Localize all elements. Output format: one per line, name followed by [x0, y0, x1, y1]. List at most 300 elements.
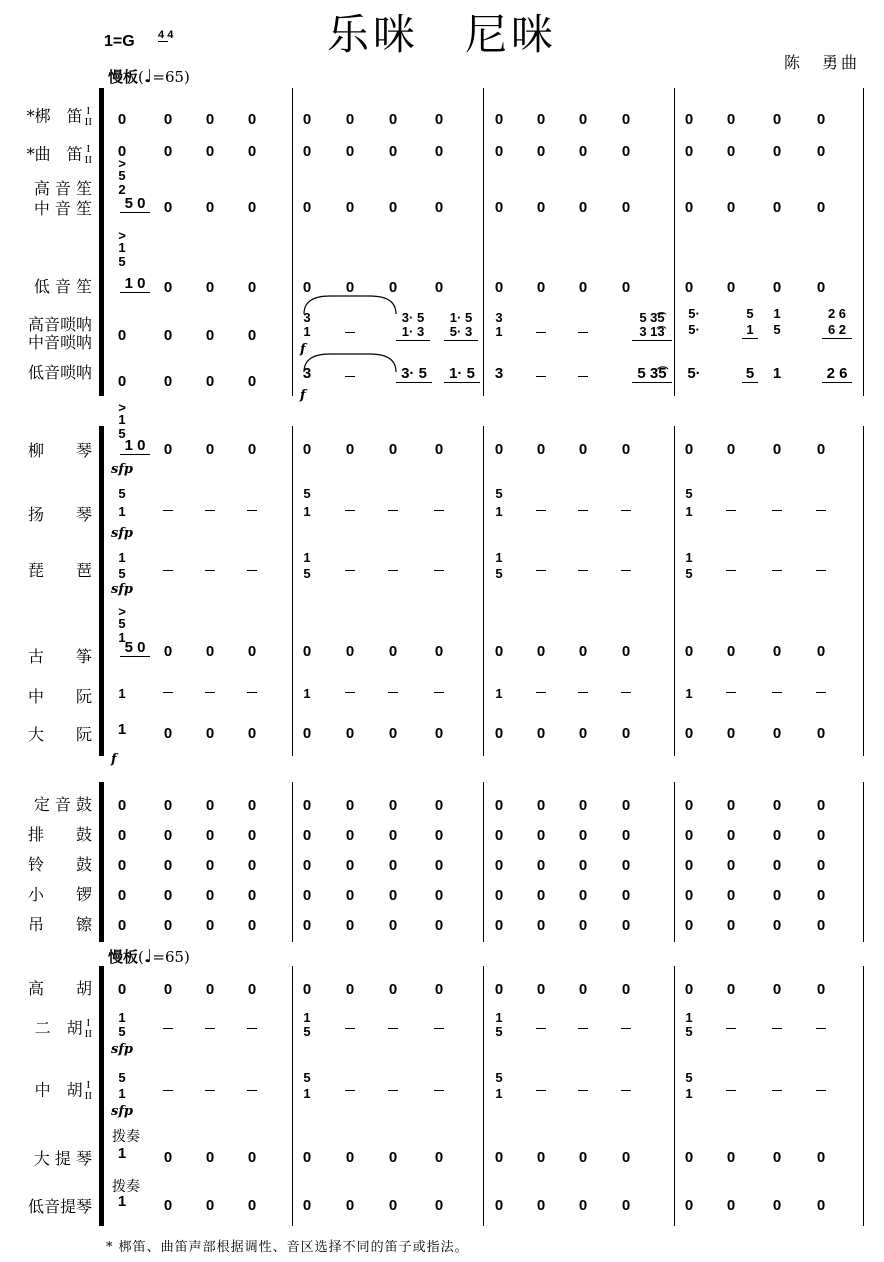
dynamic-sfp-yangqin: sfp: [111, 526, 134, 541]
dingyingu-zero: 0: [247, 797, 257, 814]
sheng-low-zero: 0: [684, 279, 694, 296]
xiaoluo-zero: 0: [726, 887, 736, 904]
suona-high-note: 1: [773, 306, 781, 321]
zhonghu-hold: [205, 1090, 215, 1091]
zhonghu-tremolo-note: 5: [495, 1070, 503, 1085]
suona-high-note: 3: [303, 310, 311, 325]
suona-figure: 3 1͡3: [632, 324, 672, 341]
liuqin-zero: 0: [816, 441, 826, 458]
barline: [674, 966, 675, 1226]
yangqin-hold: [247, 510, 257, 511]
bangdi-zero: 0: [302, 111, 312, 128]
bangdi-zero: 0: [578, 111, 588, 128]
sheng-low-zero: 0: [816, 279, 826, 296]
sheng-low-zero: 0: [434, 279, 444, 296]
diaocha-zero: 0: [388, 917, 398, 934]
diyintiqin-zero: 0: [247, 1197, 257, 1214]
dingyingu-zero: 0: [345, 797, 355, 814]
erhu-tremolo-note: 1: [118, 1010, 126, 1025]
sheng-high-zero: 0: [621, 199, 631, 216]
disuona-note: 5: [742, 366, 758, 383]
gaohu-zero: 0: [621, 981, 631, 998]
zhonghu-hold: [163, 1090, 173, 1091]
slur-disuona: [300, 350, 400, 374]
sheng-low-first: 1 0: [120, 276, 150, 293]
erhu-hold: [578, 1028, 588, 1029]
zhongruan-tremolo-note: 1: [303, 686, 311, 701]
diyintiqin-zero: 0: [388, 1197, 398, 1214]
pipa-hold: [816, 570, 826, 571]
liuqin-zero: 0: [345, 441, 355, 458]
paigu-zero: 0: [536, 827, 546, 844]
liuqin-zero: 0: [247, 441, 257, 458]
time-top: 4: [158, 29, 165, 41]
yangqin-hold: [772, 510, 782, 511]
diaocha-zero: 0: [536, 917, 546, 934]
guzheng-zero: 0: [816, 643, 826, 660]
tempo-marking-strings: [108, 946, 190, 967]
daruan-zero: 0: [726, 725, 736, 742]
pipa-hold: [388, 570, 398, 571]
disuona-note: 1: [772, 365, 782, 382]
guzheng-zero: 0: [247, 643, 257, 660]
yangqin-tremolo-note: 5: [685, 486, 693, 501]
suona-mid-note: 1: [303, 324, 311, 339]
page-title: 乐咪 尼咪: [326, 10, 557, 59]
sheng-high-zero: 0: [816, 199, 826, 216]
erhu-hold: [536, 1028, 546, 1029]
sheng-high-zero: 0: [494, 199, 504, 216]
dynamic-f-daruan: f: [111, 752, 117, 767]
bangdi-zero: 0: [434, 111, 444, 128]
instrument-qudi: *曲 笛 I II: [26, 143, 92, 166]
yangqin-tremolo-note: 5: [303, 486, 311, 501]
suona-zero: 0: [247, 373, 257, 390]
disuona-hold: [536, 376, 546, 377]
erhu-hold: [247, 1028, 257, 1029]
zhonghu-hold: [388, 1090, 398, 1091]
daruan-zero: 0: [578, 725, 588, 742]
barline: [863, 966, 864, 1226]
erhu-tremolo-note: 1: [685, 1010, 693, 1025]
zhonghu-hold: [816, 1090, 826, 1091]
dingyingu-zero: 0: [205, 797, 215, 814]
linggu-zero: 0: [494, 857, 504, 874]
diaocha-zero: 0: [772, 917, 782, 934]
diyintiqin-zero: 0: [163, 1197, 173, 1214]
tempo-value-strings: =65): [152, 948, 190, 966]
pipa-tremolo-note: 5: [495, 566, 503, 581]
daruan-zero: 0: [388, 725, 398, 742]
barline: [102, 426, 104, 756]
datiqin-zero: 0: [772, 1149, 782, 1166]
dynamic-sfp-erhu: sfp: [111, 1042, 134, 1057]
daruan-zero: 0: [302, 725, 312, 742]
datiqin-zero: 0: [494, 1149, 504, 1166]
diyintiqin-zero: 0: [302, 1197, 312, 1214]
disuona-figure: 1· 5: [444, 366, 480, 383]
sheng-low-stack: 5: [118, 254, 126, 269]
diaocha-zero: 0: [247, 917, 257, 934]
pipa-hold: [345, 570, 355, 571]
instrument-zhonghu: 中 胡 I II: [34, 1079, 92, 1102]
gaohu-zero: 0: [247, 981, 257, 998]
qudi-zero: 0: [578, 143, 588, 160]
dynamic-f-disuona: f: [300, 388, 306, 403]
guzheng-zero: 0: [345, 643, 355, 660]
gaohu-zero: 0: [684, 981, 694, 998]
bangdi-zero: 0: [163, 111, 173, 128]
sheng-low-zero: 0: [494, 279, 504, 296]
pipa-hold: [163, 570, 173, 571]
yangqin-hold: [205, 510, 215, 511]
diaocha-zero: 0: [163, 917, 173, 934]
zhongruan-hold: [621, 692, 631, 693]
linggu-zero: 0: [345, 857, 355, 874]
paigu-zero: 0: [117, 827, 127, 844]
xiaoluo-zero: 0: [117, 887, 127, 904]
zhongruan-hold: [247, 692, 257, 693]
quarter-note-icon: ♩: [143, 946, 153, 967]
diaocha-zero: 0: [684, 917, 694, 934]
sheng-high-zero: 0: [578, 199, 588, 216]
bangdi-zero: 0: [772, 111, 782, 128]
sheng-low-zero: 0: [163, 279, 173, 296]
qudi-zero: 0: [434, 143, 444, 160]
quarter-note-icon: ♩: [143, 66, 153, 87]
disuona-figure: 5 3͡5: [632, 366, 672, 383]
diaocha-zero: 0: [494, 917, 504, 934]
disuona-note: 3: [494, 365, 504, 382]
datiqin-zero: 0: [247, 1149, 257, 1166]
diyintiqin-zero: 0: [494, 1197, 504, 1214]
xiaoluo-zero: 0: [205, 887, 215, 904]
pipa-tremolo-note: 1: [118, 550, 126, 565]
pipa-tremolo-note: 5: [118, 566, 126, 581]
dynamic-sfp-pipa: sfp: [111, 582, 134, 597]
linggu-zero: 0: [536, 857, 546, 874]
diaocha-zero: 0: [117, 917, 127, 934]
dingyingu-zero: 0: [117, 797, 127, 814]
guzheng-zero: 0: [726, 643, 736, 660]
gaohu-zero: 0: [772, 981, 782, 998]
liuqin-zero: 0: [726, 441, 736, 458]
daruan-zero: 0: [494, 725, 504, 742]
bangdi-zero: 0: [388, 111, 398, 128]
suona-zero: 0: [163, 327, 173, 344]
bangdi-zero: 0: [816, 111, 826, 128]
diaocha-zero: 0: [578, 917, 588, 934]
xiaoluo-zero: 0: [494, 887, 504, 904]
sheng-high-zero: 0: [434, 199, 444, 216]
diyintiqin-zero: 0: [205, 1197, 215, 1214]
zhonghu-hold: [434, 1090, 444, 1091]
qudi-zero: 0: [247, 143, 257, 160]
liuqin-zero: 0: [302, 441, 312, 458]
dynamic-sfp-liuqin: sfp: [111, 462, 134, 477]
zhonghu-hold: [345, 1090, 355, 1091]
bangdi-zero: 0: [117, 111, 127, 128]
suona-zero: 0: [163, 373, 173, 390]
yangqin-tremolo-note: 1: [495, 504, 503, 519]
gaohu-zero: 0: [726, 981, 736, 998]
yangqin-hold: [536, 510, 546, 511]
instrument-diyin-suona: 低音唢呐: [27, 363, 92, 382]
disuona-hold: [578, 376, 588, 377]
sheng-low-zero: 0: [247, 279, 257, 296]
zhonghu-tremolo-note: 1: [118, 1086, 126, 1101]
pipa-hold: [772, 570, 782, 571]
erhu-tremolo-note: 1: [495, 1010, 503, 1025]
suona-figure: 3· 5: [401, 310, 425, 325]
zhonghu-hold: [772, 1090, 782, 1091]
guzheng-zero: 0: [621, 643, 631, 660]
sheng-low-zero: 0: [772, 279, 782, 296]
footnote: * 梆笛、曲笛声部根据调性、音区选择不同的笛子或指法。: [106, 1240, 469, 1255]
disuona-note: 5·: [687, 365, 701, 382]
gaohu-zero: 0: [163, 981, 173, 998]
liuqin-zero: 0: [434, 441, 444, 458]
qudi-zero: 0: [163, 143, 173, 160]
diyintiqin-zero: 0: [434, 1197, 444, 1214]
diyintiqin-zero: 0: [684, 1197, 694, 1214]
barline: [292, 782, 293, 942]
pipa-hold: [434, 570, 444, 571]
guzheng-zero: 0: [434, 643, 444, 660]
guzheng-stack: 5: [118, 616, 126, 631]
suona-mid-note: 1: [495, 324, 503, 339]
daruan-zero: 0: [816, 725, 826, 742]
liuqin-zero: 0: [772, 441, 782, 458]
datiqin-zero: 0: [536, 1149, 546, 1166]
xiaoluo-zero: 0: [388, 887, 398, 904]
guzheng-zero: 0: [388, 643, 398, 660]
zhonghu-tremolo-note: 5: [118, 1070, 126, 1085]
linggu-zero: 0: [247, 857, 257, 874]
gaohu-zero: 0: [302, 981, 312, 998]
instrument-gaohu: 高 胡: [27, 979, 92, 998]
daruan-zero: 0: [684, 725, 694, 742]
pipa-hold: [621, 570, 631, 571]
datiqin-zero: 0: [163, 1149, 173, 1166]
suona-high-note: 5·: [688, 306, 700, 321]
datiqin-zero: 0: [621, 1149, 631, 1166]
datiqin-first: 1: [117, 1145, 127, 1162]
yangqin-hold: [816, 510, 826, 511]
xiaoluo-zero: 0: [772, 887, 782, 904]
pipa-hold: [578, 570, 588, 571]
dingyingu-zero: 0: [494, 797, 504, 814]
time-signature: [158, 30, 173, 41]
diaocha-zero: 0: [302, 917, 312, 934]
guzheng-zero: 0: [163, 643, 173, 660]
daruan-zero: 0: [621, 725, 631, 742]
barline: [483, 782, 484, 942]
barline: [102, 782, 104, 942]
liuqin-zero: 0: [163, 441, 173, 458]
linggu-zero: 0: [434, 857, 444, 874]
datiqin-zero: 0: [205, 1149, 215, 1166]
daruan-zero: 0: [434, 725, 444, 742]
daruan-zero: 0: [163, 725, 173, 742]
tempo-value: =65): [152, 68, 190, 86]
diaocha-zero: 0: [816, 917, 826, 934]
paigu-zero: 0: [434, 827, 444, 844]
paigu-zero: 0: [247, 827, 257, 844]
yangqin-hold: [578, 510, 588, 511]
pipa-hold: [536, 570, 546, 571]
paigu-zero: 0: [302, 827, 312, 844]
gaohu-zero: 0: [494, 981, 504, 998]
sheng-high-zero: 0: [536, 199, 546, 216]
liuqin-stack: 5: [118, 426, 126, 441]
zhongruan-tremolo-note: 1: [685, 686, 693, 701]
zhongruan-hold: [578, 692, 588, 693]
pizzicato-diyintiqin: 拨奏: [112, 1179, 140, 1195]
erhu-hold: [772, 1028, 782, 1029]
diyintiqin-first: 1: [117, 1193, 127, 1210]
linggu-zero: 0: [726, 857, 736, 874]
diyintiqin-zero: 0: [816, 1197, 826, 1214]
instrument-pipa: 琵 琶: [27, 561, 92, 580]
erhu-hold: [816, 1028, 826, 1029]
dingyingu-zero: 0: [684, 797, 694, 814]
dynamic-f-suona: f: [300, 342, 306, 357]
bangdi-zero: 0: [684, 111, 694, 128]
sheng-high-zero: 0: [684, 199, 694, 216]
pipa-tremolo-note: 1: [303, 550, 311, 565]
diyintiqin-zero: 0: [726, 1197, 736, 1214]
zhonghu-tremolo-note: 1: [303, 1086, 311, 1101]
bangdi-zero: 0: [536, 111, 546, 128]
diaocha-zero: 0: [621, 917, 631, 934]
suona-zero: 0: [117, 373, 127, 390]
linggu-zero: 0: [816, 857, 826, 874]
suona-hold: [578, 332, 588, 333]
paigu-zero: 0: [205, 827, 215, 844]
gaohu-zero: 0: [578, 981, 588, 998]
dynamic-sfp-zhonghu: sfp: [111, 1104, 134, 1119]
barline: [863, 88, 864, 396]
erhu-hold: [205, 1028, 215, 1029]
sheng-low-stack: >: [118, 228, 126, 243]
zhonghu-hold: [247, 1090, 257, 1091]
datiqin-zero: 0: [302, 1149, 312, 1166]
liuqin-zero: 0: [578, 441, 588, 458]
disuona-figure: 3· 5: [396, 366, 432, 383]
sheng-high-zero: 0: [388, 199, 398, 216]
bangdi-zero: 0: [205, 111, 215, 128]
qudi-zero: 0: [621, 143, 631, 160]
tempo-open-strings: (: [138, 948, 144, 966]
diyintiqin-zero: 0: [772, 1197, 782, 1214]
daruan-first: 1: [117, 721, 127, 738]
qudi-zero: 0: [205, 143, 215, 160]
sheng-high-zero: 0: [302, 199, 312, 216]
liuqin-zero: 0: [388, 441, 398, 458]
guzheng-stack: 1: [118, 630, 126, 645]
paigu-zero: 0: [772, 827, 782, 844]
paigu-zero: 0: [345, 827, 355, 844]
sheng-high-zero: 0: [345, 199, 355, 216]
diaocha-zero: 0: [434, 917, 444, 934]
dingyingu-zero: 0: [726, 797, 736, 814]
liuqin-zero: 0: [494, 441, 504, 458]
zhonghu-tremolo-note: 5: [685, 1070, 693, 1085]
instrument-yangqin: 扬 琴: [27, 505, 92, 524]
paigu-zero: 0: [388, 827, 398, 844]
guzheng-zero: 0: [205, 643, 215, 660]
yangqin-tremolo-note: 5: [118, 486, 126, 501]
zhonghu-tremolo-note: 1: [685, 1086, 693, 1101]
suona-high-note: 3: [495, 310, 503, 325]
instrument-dingyingu: 定 音 鼓: [33, 795, 92, 814]
bangdi-zero: 0: [345, 111, 355, 128]
guzheng-zero: 0: [302, 643, 312, 660]
suona-zero: 0: [247, 327, 257, 344]
instrument-daruan: 大 阮: [27, 725, 92, 744]
zhonghu-hold: [578, 1090, 588, 1091]
erhu-hold: [345, 1028, 355, 1029]
zhonghu-tremolo-note: 5: [303, 1070, 311, 1085]
dingyingu-zero: 0: [163, 797, 173, 814]
gaohu-zero: 0: [816, 981, 826, 998]
suona-zero: 0: [205, 327, 215, 344]
pipa-tremolo-note: 1: [685, 550, 693, 565]
gaohu-zero: 0: [345, 981, 355, 998]
yangqin-tremolo-note: 1: [303, 504, 311, 519]
linggu-zero: 0: [578, 857, 588, 874]
xiaoluo-zero: 0: [434, 887, 444, 904]
diaocha-zero: 0: [726, 917, 736, 934]
datiqin-zero: 0: [388, 1149, 398, 1166]
xiaoluo-zero: 0: [163, 887, 173, 904]
instrument-zhongyin-sheng: 中 音 笙: [33, 199, 92, 218]
yangqin-hold: [726, 510, 736, 511]
suona-hold: [536, 332, 546, 333]
erhu-hold: [388, 1028, 398, 1029]
xiaoluo-zero: 0: [345, 887, 355, 904]
suona-figure: 1· 5: [449, 310, 473, 325]
gaohu-zero: 0: [388, 981, 398, 998]
dingyingu-zero: 0: [388, 797, 398, 814]
guzheng-zero: 0: [772, 643, 782, 660]
dingyingu-zero: 0: [434, 797, 444, 814]
instrument-zhongyin-suona: 中音唢呐: [27, 333, 92, 352]
barline: [483, 966, 484, 1226]
qudi-zero: 0: [345, 143, 355, 160]
sheng-low-zero: 0: [578, 279, 588, 296]
dingyingu-zero: 0: [536, 797, 546, 814]
sheng-high-zero: 0: [205, 199, 215, 216]
xiaoluo-zero: 0: [684, 887, 694, 904]
gaohu-zero: 0: [117, 981, 127, 998]
paigu-zero: 0: [816, 827, 826, 844]
pipa-tremolo-note: 1: [495, 550, 503, 565]
suona-high-note: 5: [746, 306, 754, 321]
suona-mid-note: 6 2: [822, 322, 852, 339]
instrument-paigu: 排 鼓: [27, 825, 92, 844]
sheng-high-zero: 0: [163, 199, 173, 216]
xiaoluo-zero: 0: [621, 887, 631, 904]
pizzicato-datiqin: 拨奏: [112, 1129, 140, 1145]
bangdi-zero: 0: [494, 111, 504, 128]
xiaoluo-zero: 0: [816, 887, 826, 904]
qudi-zero: 0: [772, 143, 782, 160]
suona-hold: [345, 332, 355, 333]
sheng-stack: >: [118, 156, 126, 171]
xiaoluo-zero: 0: [302, 887, 312, 904]
